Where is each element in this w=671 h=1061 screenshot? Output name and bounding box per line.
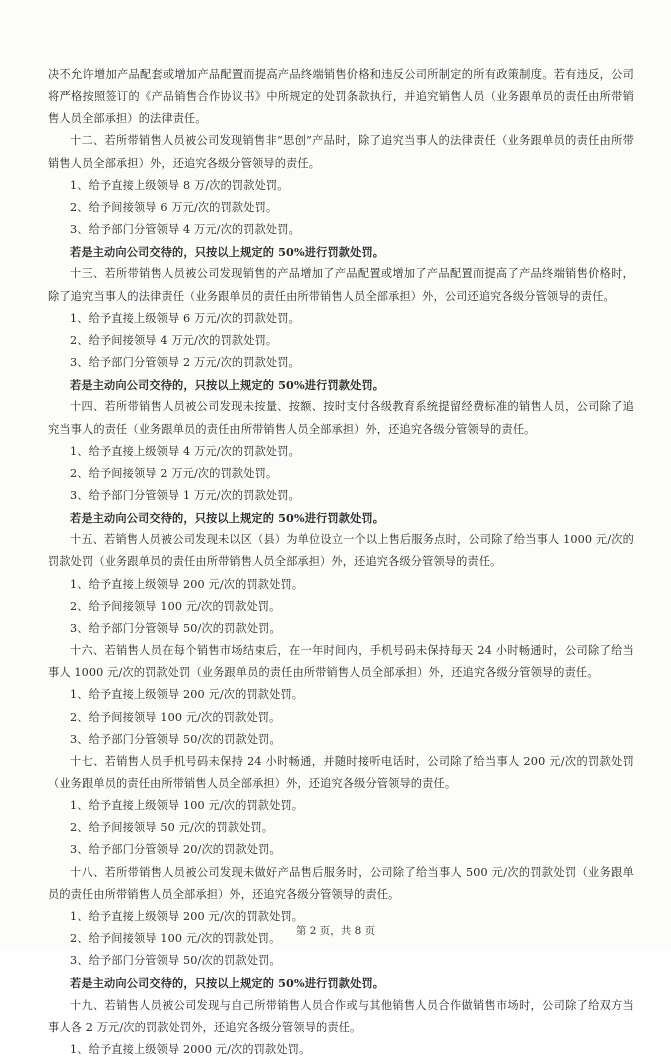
clause-block <box>48 640 634 751</box>
page-number: 第 2 页，共 8 页 <box>295 925 376 937</box>
penalty-item: 2、给予间接领导 100 元/次的罚款处罚。 <box>70 932 281 946</box>
intro-paragraph: 决不允许增加产品配套或增加产品配置而提高产品终端销售价格和违反公司所制定的所有政策制度。若有违反，公司将严格按照签订的《产品销售合作协议书》中所规定的处罚条款执行，并追究销售人员（业务跟单员的责任由所带销售人员全部承担）的法律责任。 <box>48 68 634 126</box>
penalty-item: 2、给予间接领导 100 元/次的罚款处罚。 <box>70 710 281 724</box>
clause-paragraph: 十五、若销售人员被公司发现未以区（县）为单位设立一个以上售后服务点时，公司除了给当事人 1000 元/次的罚款处罚（业务跟单员的责任由所带销售人员全部承担）外，还追究各级分管领导的责任。 <box>48 533 634 569</box>
penalty-item: 3、给予部门分管领导 50/次的罚款处罚。 <box>70 621 281 635</box>
penalty-item: 3、给予部门分管领导 20/次的罚款处罚。 <box>70 843 281 857</box>
penalty-item: 2、给予间接领导 4 万元/次的罚款处罚。 <box>70 333 278 347</box>
penalty-item: 1、给予直接上级领导 200 元/次的罚款处罚。 <box>70 909 304 923</box>
penalty-item: 2、给予间接领导 6 万元/次的罚款处罚。 <box>70 200 278 214</box>
penalty-item: 2、给予间接领导 2 万元/次的罚款处罚。 <box>70 466 278 480</box>
penalty-item: 1、给予直接上级领导 8 万/次的罚款处罚。 <box>70 178 289 192</box>
voluntary-confession-note: 若是主动向公司交待的，只按以上规定的 50%进行罚款处罚。 <box>70 378 385 393</box>
penalty-item: 2、给予间接领导 50 元/次的罚款处罚。 <box>70 821 274 835</box>
clause-block <box>48 995 634 1061</box>
penalty-item: 3、给予部门分管领导 50/次的罚款处罚。 <box>70 954 281 968</box>
clause-paragraph: 十二、若所带销售人员被公司发现销售非“思创”产品时，除了追究当事人的法律责任（业务跟单员的责任由所带销售人员全部承担）外，还追究各级分管领导的责任。 <box>48 134 634 170</box>
voluntary-confession-note: 若是主动向公司交待的，只按以上规定的 50%进行罚款处罚。 <box>70 976 385 991</box>
penalty-item: 1、给予直接上级领导 6 万元/次的罚款处罚。 <box>70 311 300 325</box>
clause-block <box>48 130 634 263</box>
clause-block <box>48 263 634 396</box>
voluntary-confession-note: 若是主动向公司交待的，只按以上规定的 50%进行罚款处罚。 <box>70 245 385 260</box>
clause-block <box>48 751 634 862</box>
clause-paragraph: 十四、若所带销售人员被公司发现未按量、按额、按时支付各级教育系统提留经费标准的销售人员，公司除了追究当事人的责任（业务跟单员的责任由所带销售人员全部承担）外，还追究各级分管领导的责任。 <box>48 400 634 436</box>
penalty-item: 1、给予直接上级领导 200 元/次的罚款处罚。 <box>70 688 304 702</box>
clause-paragraph: 十七、若销售人员手机号码未保持 24 小时畅通，并随时接听电话时，公司除了给当事人 200 元/次的罚款处罚（业务跟单员的责任由所带销售人员全部承担）外，还追究各级分管领导的责任。 <box>48 754 634 790</box>
voluntary-confession-note: 若是主动向公司交待的，只按以上规定的 50%进行罚款处罚。 <box>70 511 385 526</box>
penalty-item: 3、给予部门分管领导 1 万元/次的罚款处罚。 <box>70 488 300 502</box>
clause-paragraph: 十八、若所带销售人员被公司发现未做好产品售后服务时，公司除了给当事人 500 元/次的罚款处罚（业务跟单员的责任由所带销售人员全部承担）外，还追究各级分管领导的责任。 <box>48 865 634 901</box>
clauses <box>48 130 634 1061</box>
penalty-item: 3、给予部门分管领导 4 万元/次的罚款处罚。 <box>70 223 300 237</box>
penalty-item: 1、给予直接上级领导 2000 元/次的罚款处罚。 <box>70 1042 311 1056</box>
clause-block <box>48 396 634 529</box>
clause-paragraph: 十六、若销售人员在每个销售市场结束后，在一年时间内，手机号码未保持每天 24 小时畅通时，公司除了给当事人 1000 元/次的罚款处罚（业务跟单员的责任由所带销售人员全部承担）外，还追究各级分管领导的责任。 <box>48 644 634 680</box>
clause-paragraph: 十九、若销售人员被公司发现与自己所带销售人员合作或与其他销售人员合作做销售市场时，公司除了给双方当事人各 2 万元/次的罚款处罚外，还追究各级分管领导的责任。 <box>48 998 634 1034</box>
penalty-item: 2、给予间接领导 100 元/次的罚款处罚。 <box>70 599 281 613</box>
clause-block <box>48 529 634 640</box>
clause-paragraph: 十三、若所带销售人员被公司发现销售的产品增加了产品配置或增加了产品配置而提高了产品终端销售价格时，除了追究当事人的法律责任（业务跟单员的责任由所带销售人员全部承担）外，公司还追究各级分管领导的责任。 <box>48 267 634 303</box>
document-body <box>48 64 634 1061</box>
penalty-item: 1、给予直接上级领导 4 万元/次的罚款处罚。 <box>70 444 300 458</box>
penalty-item: 1、给予直接上级领导 100 元/次的罚款处罚。 <box>70 799 304 813</box>
penalty-item: 3、给予部门分管领导 2 万元/次的罚款处罚。 <box>70 356 300 370</box>
penalty-item: 3、给予部门分管领导 50/次的罚款处罚。 <box>70 732 281 746</box>
penalty-item: 1、给予直接上级领导 200 元/次的罚款处罚。 <box>70 577 304 591</box>
